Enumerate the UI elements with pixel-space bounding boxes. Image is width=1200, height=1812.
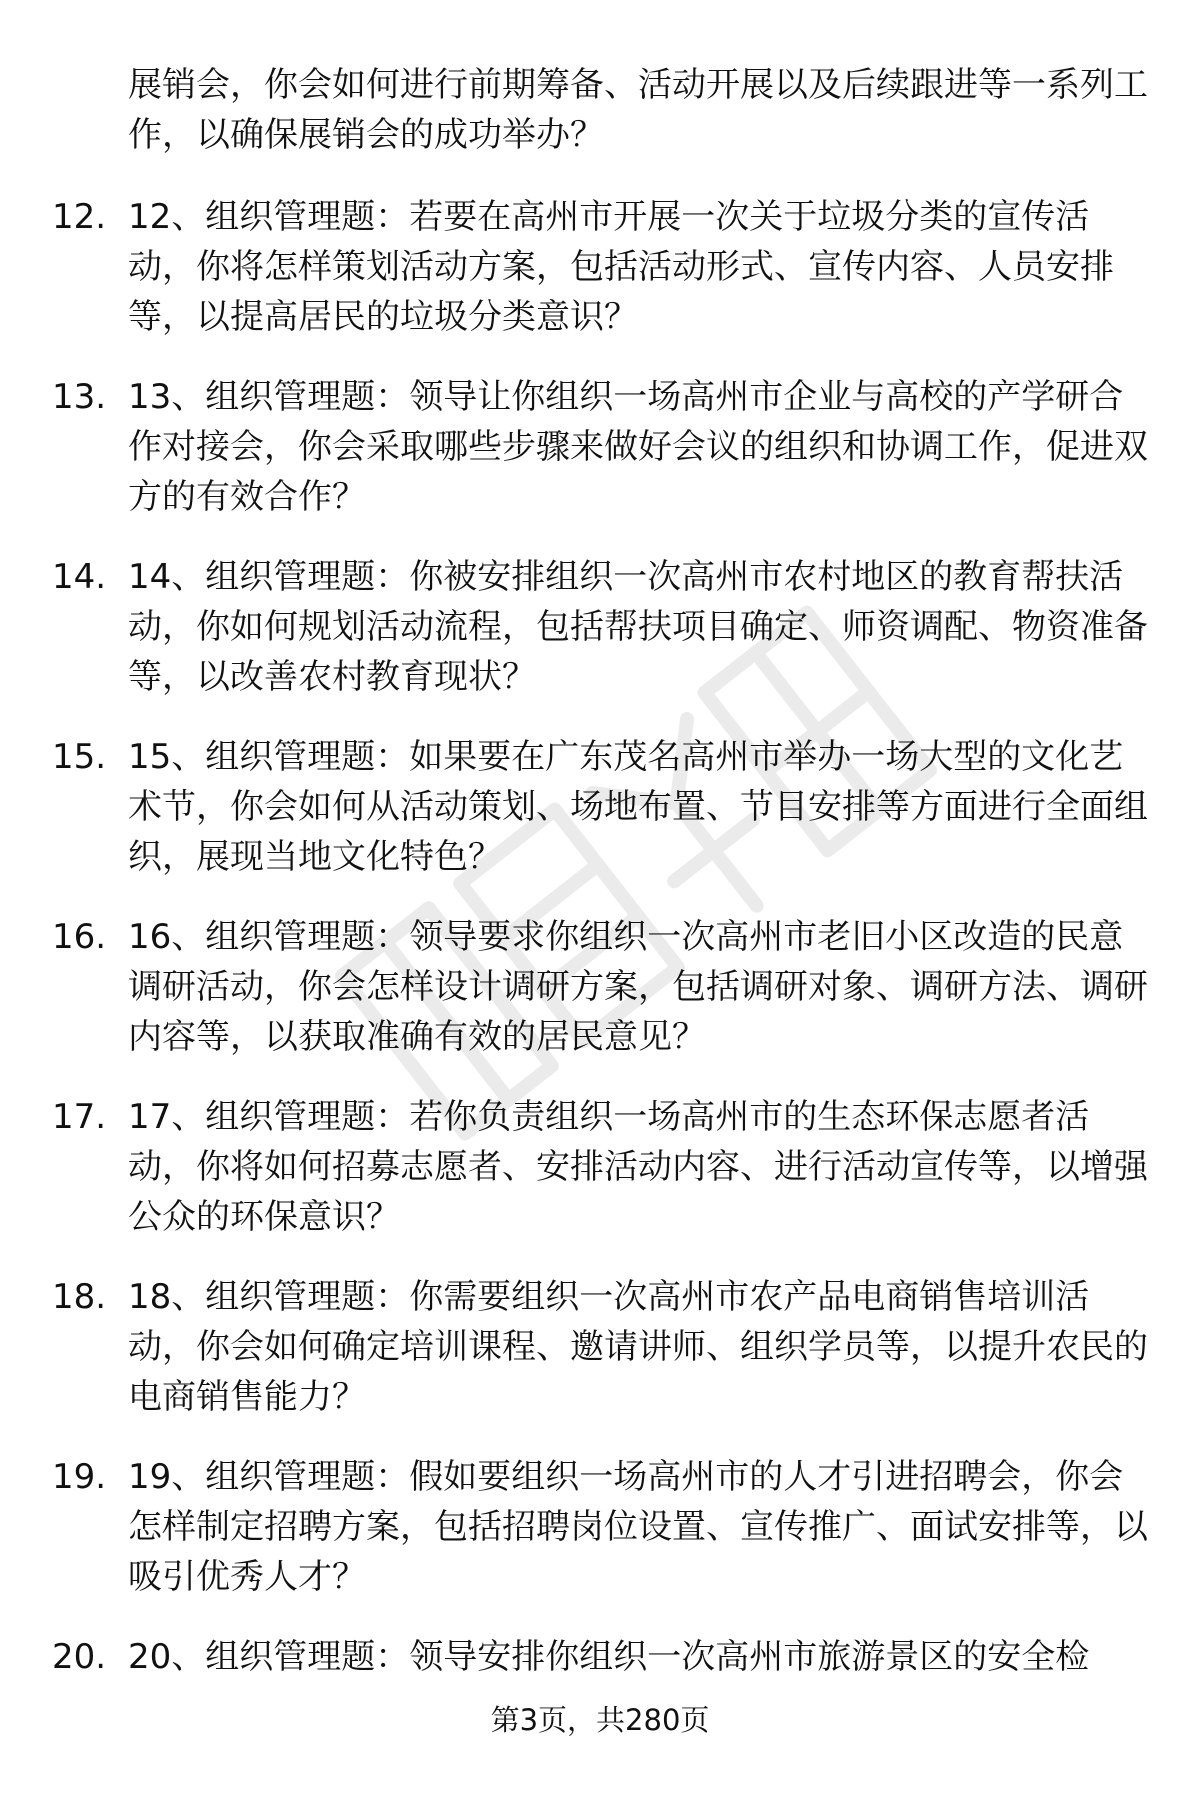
question-number: 12. — [52, 197, 107, 237]
question-text: 18、组织管理题：你需要组织一次高州市农产品电商销售培训活动，你会如何确定培训课程、邀请讲师、组织学员等，以提升农民的电商销售能力？ — [128, 1277, 1148, 1417]
question-text: 16、组织管理题：领导要求你组织一次高州市老旧小区改造的民意调研活动，你会怎样设计调研方案，包括调研对象、调研方法、调研内容等，以获取准确有效的居民意见？ — [128, 917, 1148, 1057]
list-item — [0, 372, 1200, 552]
list-item — [0, 1452, 1200, 1632]
question-text: 12、组织管理题：若要在高州市开展一次关于垃圾分类的宣传活动，你将怎样策划活动方案，包括活动形式、宣传内容、人员安排等，以提高居民的垃圾分类意识？ — [128, 197, 1114, 337]
question-text: 17、组织管理题：若你负责组织一场高州市的生态环保志愿者活动，你将如何招募志愿者、安排活动内容、进行活动宣传等，以增强公众的环保意识？ — [128, 1097, 1148, 1237]
list-item — [0, 1092, 1200, 1272]
question-number: 15. — [52, 737, 107, 777]
list-item — [0, 552, 1200, 732]
question-number: 18. — [52, 1277, 107, 1317]
question-number: 16. — [52, 917, 107, 957]
list-item — [0, 912, 1200, 1092]
page-footer: 第3页，共280页 — [490, 1703, 710, 1737]
question-text: 14、组织管理题：你被安排组织一次高州市农村地区的教育帮扶活动，你如何规划活动流程，包括帮扶项目确定、师资调配、物资准备等，以改善农村教育现状？ — [128, 557, 1148, 697]
question-number: 17. — [52, 1097, 107, 1137]
question-number: 13. — [52, 377, 107, 417]
question-number: 14. — [52, 557, 107, 597]
question-text: 13、组织管理题：领导让你组织一场高州市企业与高校的产学研合作对接会，你会采取哪些步骤来做好会议的组织和协调工作，促进双方的有效合作？ — [128, 377, 1148, 517]
list-item — [0, 192, 1200, 372]
list-item — [0, 732, 1200, 912]
list-item — [0, 1272, 1200, 1452]
question-text: 15、组织管理题：如果要在广东茂名高州市举办一场大型的文化艺术节，你会如何从活动策划、场地布置、节目安排等方面进行全面组织，展现当地文化特色？ — [128, 737, 1148, 877]
question-list — [0, 192, 1200, 1812]
question-text: 20、组织管理题：领导安排你组织一次高州市旅游景区的安全检 — [128, 1637, 1090, 1677]
question-number: 19. — [52, 1457, 107, 1497]
continuation-text: 展销会，你会如何进行前期筹备、活动开展以及后续跟进等一系列工作，以确保展销会的成功举办？ — [128, 65, 1148, 155]
question-number: 20. — [52, 1637, 107, 1677]
question-text: 19、组织管理题：假如要组织一场高州市的人才引进招聘会，你会怎样制定招聘方案，包括招聘岗位设置、宣传推广、面试安排等，以吸引优秀人才？ — [128, 1457, 1148, 1597]
